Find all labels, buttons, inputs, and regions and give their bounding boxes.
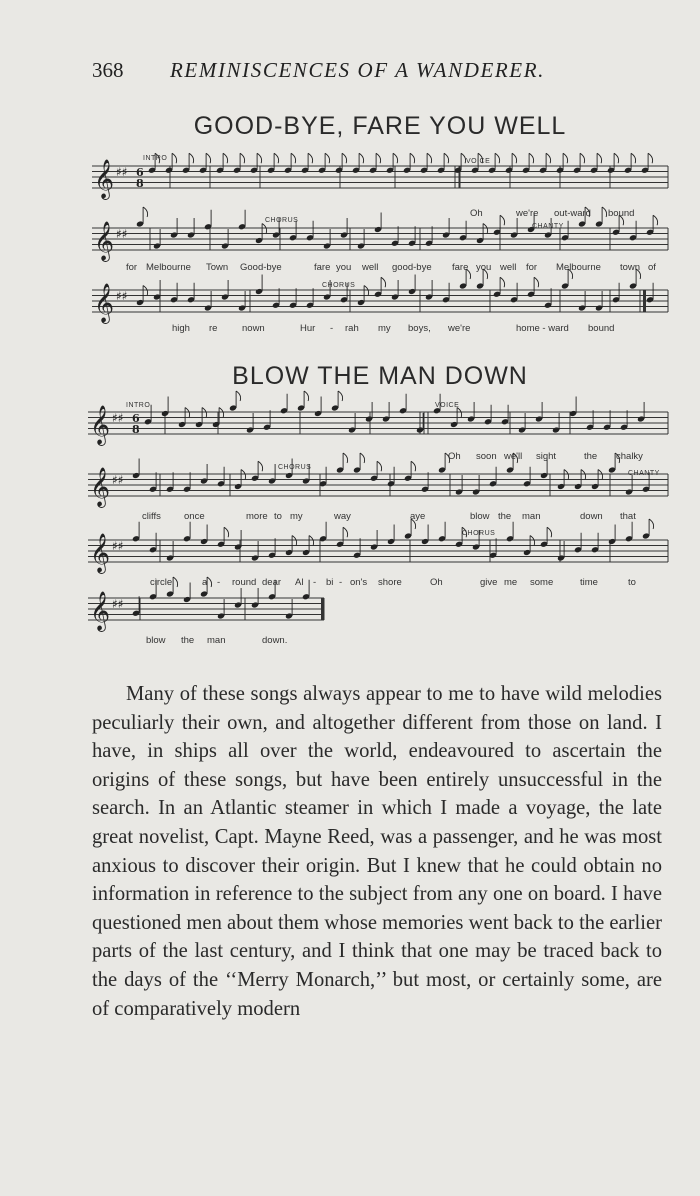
lyric: Oh: [448, 451, 461, 462]
sharp-icon: ♯♯: [116, 165, 128, 179]
note-flag: [172, 153, 177, 163]
note-flag: [343, 453, 348, 463]
lyric: Town: [206, 262, 229, 273]
sharp-icon: ♯♯: [112, 473, 124, 487]
note-flag: [564, 470, 569, 480]
time-signature: 8: [136, 177, 144, 190]
note-flag: [185, 408, 190, 418]
note-flag: [376, 153, 381, 163]
note-flag: [500, 215, 505, 225]
lyric: sight: [536, 451, 557, 462]
chorus-marking-2b: CHORUS: [462, 530, 496, 537]
lyric: bi: [326, 577, 334, 588]
lyric: well: [362, 262, 379, 273]
note-flag: [359, 153, 364, 163]
chanty-marking-2: CHANTY: [628, 470, 660, 477]
note-flag: [597, 153, 602, 163]
lyric: fare: [452, 262, 469, 273]
chorus-marking-1b: CHORUS: [322, 282, 356, 289]
lyric: bound: [588, 323, 615, 334]
lyric: down.: [262, 635, 288, 646]
note-flag: [602, 207, 607, 217]
lyric: blow: [470, 511, 490, 522]
lyric: re: [209, 323, 218, 334]
page-number: 368: [92, 58, 124, 82]
lyric: soon: [476, 451, 497, 462]
lyric: home - ward: [516, 323, 569, 334]
note-flag: [631, 153, 636, 163]
note-flag: [143, 207, 148, 217]
note-flag: [534, 277, 539, 287]
lyric: blow: [146, 635, 166, 646]
final-barline: [321, 598, 324, 620]
lyric: you: [336, 262, 352, 273]
lyric: circle: [150, 577, 173, 588]
note-flag: [240, 153, 245, 163]
lyric: out-ward: [554, 208, 591, 219]
note-flag: [224, 527, 229, 537]
lyric: boys,: [408, 323, 431, 334]
lyric: -: [313, 577, 317, 588]
note-flag: [614, 153, 619, 163]
lyric: we'll: [504, 451, 523, 462]
note-flag: [291, 153, 296, 163]
note-flag: [648, 153, 653, 163]
lyric: my: [290, 511, 303, 522]
time-signature: 6: [136, 166, 144, 179]
lyric: the: [498, 511, 512, 522]
lyric: of: [648, 262, 656, 273]
lyric: me: [504, 577, 518, 588]
note-flag: [236, 391, 241, 401]
lyric: for: [126, 262, 138, 273]
note-flag: [529, 153, 534, 163]
note-flag: [219, 408, 224, 418]
note-flag: [377, 461, 382, 471]
note-flag: [207, 577, 212, 587]
note-flag: [342, 153, 347, 163]
chanty-marking-1: CHANTY: [532, 223, 564, 230]
note-flag: [308, 153, 313, 163]
note-flag: [206, 153, 211, 163]
lyric: a: [202, 577, 208, 588]
note-flag: [547, 527, 552, 537]
note-flag: [173, 577, 178, 587]
note-flag: [653, 215, 658, 225]
lyric: shore: [378, 577, 402, 588]
note-flag: [581, 470, 586, 480]
lyric: more: [246, 511, 268, 522]
note-flag: [292, 536, 297, 546]
note-flag: [202, 408, 207, 418]
lyric: the: [181, 635, 195, 646]
lyric: my: [378, 323, 391, 334]
lyric: down: [580, 511, 603, 522]
intro-marking-1: INTRO: [143, 155, 168, 162]
song-title-1: GOOD-BYE, FARE YOU WELL: [193, 112, 567, 140]
note-flag: [461, 153, 466, 163]
lyric: once: [184, 511, 205, 522]
lyric: dear: [262, 577, 282, 588]
note-flag: [457, 408, 462, 418]
lyric: nown: [242, 323, 265, 334]
lyric: well: [500, 262, 517, 273]
lyric: -: [330, 323, 334, 334]
note-flag: [495, 153, 500, 163]
note-flag: [189, 153, 194, 163]
note-flag: [512, 153, 517, 163]
note-flag: [274, 153, 279, 163]
lyric: high: [172, 323, 190, 334]
note-flag: [257, 153, 262, 163]
body-paragraph: Many of these songs always appear to me to have wild melodies peculiarly their own, and altogether different from those on land. I have, in ships all over the world, endeavoured to ascertain the origins of these songs, but have been entirely unsuccessful in the search. In an Atlantic steamer in which I made a voyage, the late great novelist, Capt. Mayne Reed, was a passenger, and he was most anxious to discover their origin. But I knew that he could obtain no information in reference to the subject from any one on board. I have questioned men about them whose memories went back to the earlier parts of the last century, and I think that one may be traced back to the days of the ‘‘Merry Monarch,’’ but most, or certainly some, are of comparatively modern: [92, 683, 662, 1020]
lyric: Good-bye: [240, 262, 282, 273]
lyric: to: [274, 511, 282, 522]
lyric: good-bye: [392, 262, 432, 273]
note-flag: [338, 391, 343, 401]
lyric: man: [522, 511, 541, 522]
lyric: bound: [608, 208, 635, 219]
lyric: fare: [314, 262, 331, 273]
voice-marking-2: VOICE: [435, 402, 460, 409]
chorus-marking-2a: CHORUS: [278, 464, 312, 471]
lyric: chalky: [616, 451, 643, 462]
sharp-icon: ♯♯: [116, 227, 128, 241]
sharp-icon: ♯♯: [112, 411, 124, 425]
lyric: we're: [516, 208, 539, 219]
note-flag: [649, 519, 654, 529]
lyric: we're: [448, 323, 471, 334]
lyric: Al: [295, 577, 304, 588]
intro-marking-2: INTRO.: [126, 402, 153, 409]
treble-clef-icon: 𝄞: [94, 159, 115, 199]
treble-clef-icon: 𝄞: [94, 283, 115, 323]
lyric: give: [480, 577, 498, 588]
sharp-icon: ♯♯: [112, 597, 124, 611]
note-flag: [258, 461, 263, 471]
lyric: man: [207, 635, 226, 646]
lyric: town: [620, 262, 641, 273]
lyric: round: [232, 577, 257, 588]
lyric: you: [476, 262, 492, 273]
treble-clef-icon: 𝄞: [90, 467, 111, 507]
final-barline: [643, 290, 646, 312]
note-flag: [381, 277, 386, 287]
note-flag: [343, 527, 348, 537]
lyric: Oh: [430, 577, 443, 588]
note-flag: [444, 153, 449, 163]
note-flag: [223, 153, 228, 163]
note-flag: [241, 470, 246, 480]
note-flag: [563, 153, 568, 163]
note-flag: [483, 224, 488, 234]
lyric: -: [339, 577, 343, 588]
lyric: cliffs: [142, 511, 161, 522]
time-signature: 8: [132, 423, 140, 436]
note-flag: [262, 224, 267, 234]
note-flag: [364, 286, 369, 296]
treble-clef-icon: 𝄞: [94, 221, 115, 261]
lyric: the: [584, 451, 598, 462]
lyric: rah: [345, 323, 359, 334]
note-flag: [546, 153, 551, 163]
chorus-marking-1a: CHORUS: [265, 217, 299, 224]
treble-clef-icon: 𝄞: [90, 405, 111, 445]
time-signature: 6: [132, 412, 140, 425]
note-flag: [309, 536, 314, 546]
treble-clef-icon: 𝄞: [90, 533, 111, 573]
lyric: for: [526, 262, 538, 273]
lyric: to: [628, 577, 636, 588]
note-flag: [393, 153, 398, 163]
note-flag: [143, 286, 148, 296]
sharp-icon: ♯♯: [112, 539, 124, 553]
sharp-icon: ♯♯: [116, 289, 128, 303]
lyric: Melbourne: [146, 262, 191, 273]
lyric: on's: [350, 577, 368, 588]
note-flag: [325, 153, 330, 163]
lyric: -: [217, 577, 221, 588]
note-flag: [410, 153, 415, 163]
notes: [132, 153, 658, 619]
lyric: way: [334, 511, 351, 522]
lyric: Hur: [300, 323, 316, 334]
note-flag: [580, 153, 585, 163]
body-text: [92, 680, 662, 1023]
note-flag: [411, 461, 416, 471]
note-flag: [427, 153, 432, 163]
lyric: time: [580, 577, 598, 588]
lyric: Oh: [470, 208, 483, 219]
voice-marking-1: VOICE: [466, 158, 491, 165]
note-flag: [360, 453, 365, 463]
song-title-2: BLOW THE MAN DOWN: [232, 362, 528, 390]
lyric: that: [620, 511, 636, 522]
lyric: some: [530, 577, 554, 588]
note-flag: [598, 470, 603, 480]
treble-clef-icon: 𝄞: [90, 591, 111, 631]
running-title: REMINISCENCES OF A WANDERER.: [170, 58, 546, 82]
lyric: Melbourne: [556, 262, 601, 273]
note-flag: [500, 277, 505, 287]
lyric: aye: [410, 511, 426, 522]
note-flag: [304, 391, 309, 401]
note-flag: [530, 536, 535, 546]
